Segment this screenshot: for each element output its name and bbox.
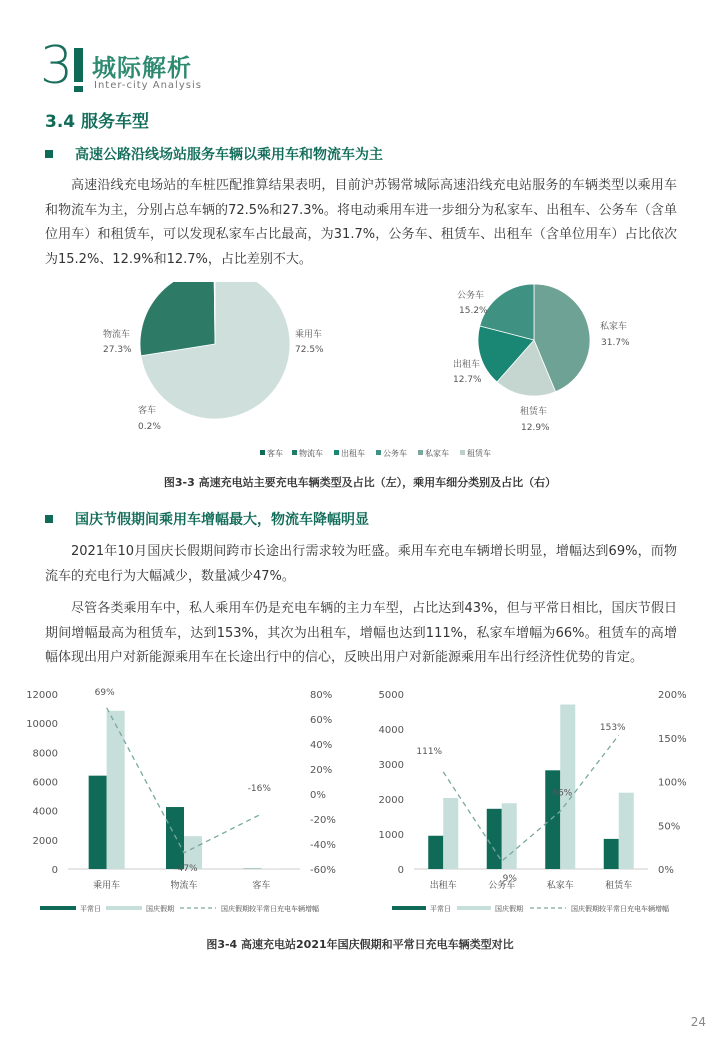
pie1-value-chengyong: 72.5%: [295, 345, 324, 355]
page-number: 24: [690, 1015, 706, 1029]
legend-chuzu: 出租车: [341, 449, 365, 458]
bar2-growth-label-3: 153%: [599, 723, 626, 734]
bar2-bar-holiday-3: [619, 793, 634, 869]
bar1-ytick-6: 0: [51, 865, 58, 876]
bar2-y2tick-3: 50%: [658, 821, 681, 833]
section-title: 3.4 服务车型: [45, 112, 150, 132]
bar2-xtick-1: 公务车: [488, 881, 516, 891]
bar1-xtick-0: 乘用车: [93, 881, 121, 891]
bar2-legend-swatch-holiday: [457, 906, 491, 910]
bar2-ytick-4: 1000: [378, 830, 404, 841]
bullet-heading-2-text: 国庆节假期间乘用车增幅最大，物流车降幅明显: [75, 512, 369, 528]
bar2-ytick-5: 0: [397, 865, 404, 876]
bar2-bar-normal-1: [487, 809, 502, 869]
chapter-number: 3: [40, 36, 74, 96]
bar1-bar-normal-1: [166, 807, 184, 869]
pie-legend: [260, 448, 491, 458]
bar2-y2tick-1: 150%: [658, 733, 687, 745]
pie2-label-chuzu: 出租车: [453, 360, 481, 370]
legend-swatch-keche: [260, 450, 265, 455]
bar2-bar-holiday-0: [443, 798, 458, 869]
bar1-ytick-1: 10000: [26, 719, 58, 731]
bar2-xtick-2: 私家车: [546, 881, 574, 891]
bar-charts: [0, 680, 720, 930]
pie1-value-wuliu: 27.3%: [103, 345, 132, 355]
legend-keche: 客车: [267, 449, 283, 458]
paragraph-1: 高速沿线充电场站的车桩匹配推算结果表明，目前沪苏锡常城际高速沿线充电站服务的车辆类型以乘用车和物流车为主，分别占总车辆的72.5%和27.3%。将电动乘用车进一步细分为私家车、出租车、公务车（含单位用车）和租赁车，可以发现私家车占比最高，为31.7%，公务车、租赁车、出租车（含单位用车）占比依次为15.2%、12.9%和12.7%，占比差别不大。: [45, 178, 677, 267]
bar1-legend-swatch-normal: [40, 906, 76, 910]
bar2-legend: [392, 904, 669, 913]
chapter-bar-icon: [74, 48, 83, 82]
bar2-legend-holiday: 国庆假期: [495, 905, 523, 913]
legend-swatch-sijia: [418, 450, 423, 455]
square-bullet-icon: [45, 150, 53, 158]
figure-caption-3-3: 图3-3 高速充电站主要充电车辆类型及占比（左），乘用车细分类别及占比（右）: [163, 476, 557, 489]
bar1-legend-line: 国庆假期较平常日充电车辆增幅: [221, 905, 319, 913]
chapter-subtitle: Inter-city Analysis: [94, 80, 202, 91]
chapter-title: 城际解析: [92, 54, 192, 82]
bar1-growth-label-1: -47%: [174, 863, 198, 874]
pie2-value-zulin: 12.9%: [521, 423, 550, 433]
pie2-value-sijia: 31.7%: [601, 338, 630, 348]
bar2-bar-normal-2: [545, 770, 560, 869]
legend-zulin: 租赁车: [467, 449, 491, 458]
bar1-ytick-2: 8000: [32, 748, 58, 760]
bar1-y2tick-3: 20%: [310, 765, 333, 776]
pie1-label-wuliu: 物流车: [103, 330, 131, 340]
bar1-y2tick-6: -40%: [310, 840, 336, 851]
bar2-ytick-1: 4000: [378, 725, 404, 736]
bar1-xtick-1: 物流车: [170, 881, 198, 891]
bar1-growth-label-0: 69%: [94, 687, 115, 698]
paragraph-3: 尽管各类乘用车中，私人乘用车仍是充电车辆的主力车型，占比达到43%，但与平常日相比，国庆节假日期间增幅最高为租赁车，达到153%，其次为出租车，增幅也达到111%，私家车增幅为66%。租赁车的高增幅体现出用户对新能源乘用车在长途出行中的信心，反映出用户对新能源乘用车出行经济性优势的肯定。: [45, 601, 677, 665]
legend-sijia: 私家车: [425, 449, 449, 458]
pie1-label-chengyong: 乘用车: [295, 330, 323, 340]
square-bullet-icon: [45, 515, 53, 523]
bar2-legend-line: 国庆假期较平常日充电车辆增幅: [571, 905, 669, 913]
bar2-bar-holiday-2: [560, 705, 575, 870]
pie1-slice-1: [140, 282, 215, 356]
bar1-legend-swatch-holiday: [106, 906, 142, 910]
bar2-growth-label-1: 9%: [502, 874, 517, 885]
bar1-y2tick-2: 40%: [310, 740, 333, 751]
bar2-bar-normal-0: [428, 836, 443, 869]
bar1-bar-normal-0: [89, 776, 107, 869]
bar1-ytick-3: 6000: [32, 777, 58, 789]
bullet-heading-1: [45, 144, 383, 164]
legend-wuliu: 物流车: [299, 449, 323, 458]
bullet-heading-1-text: 高速公路沿线场站服务车辆以乘用车和物流车为主: [75, 147, 383, 163]
legend-swatch-gongwu: [376, 450, 381, 455]
legend-swatch-chuzu: [334, 450, 339, 455]
bar1-xtick-2: 客车: [252, 881, 271, 891]
bar2-growth-label-2: 66%: [552, 788, 573, 799]
pie2-label-zulin: 租赁车: [520, 407, 548, 417]
bar1-legend-holiday: 国庆假期: [146, 905, 174, 913]
pie1-label-keche: 客车: [138, 406, 157, 416]
figure-caption-3-4: 图3-4 高速充电站2021年国庆假期和平常日充电车辆类型对比: [206, 938, 514, 951]
bar2-y2tick-4: 0%: [658, 865, 674, 876]
pie2-label-gongwu: 公务车: [457, 291, 485, 301]
legend-gongwu: 公务车: [383, 449, 407, 458]
legend-swatch-wuliu: [292, 450, 297, 455]
bar2-y2tick-2: 100%: [658, 777, 687, 789]
bar1-y2tick-0: 80%: [310, 690, 333, 701]
bar1-y2tick-4: 0%: [310, 790, 326, 801]
bar1-ytick-0: 12000: [26, 690, 58, 701]
bar2-ytick-3: 2000: [378, 795, 404, 806]
pie2-value-gongwu: 15.2%: [459, 306, 488, 316]
bar1-legend: [40, 904, 319, 913]
pie-charts: [0, 282, 720, 482]
bar2-legend-normal: 平常日: [430, 905, 451, 913]
bar1-legend-normal: 平常日: [80, 905, 101, 913]
pie2-value-chuzu: 12.7%: [453, 375, 482, 385]
pie1-value-keche: 0.2%: [138, 422, 161, 432]
bar1-y2tick-1: 60%: [310, 715, 333, 726]
pie2-label-sijia: 私家车: [600, 322, 628, 332]
bar2-bar-normal-3: [604, 839, 619, 869]
bar1-bar-holiday-0: [107, 711, 125, 869]
bar1-ytick-5: 2000: [32, 835, 58, 847]
bullet-heading-2: [45, 509, 369, 529]
bar1-y2tick-5: -20%: [310, 815, 336, 826]
bar2-legend-swatch-normal: [392, 906, 426, 910]
bar2-growth-line: [443, 735, 619, 861]
bar2-ytick-2: 3000: [378, 760, 404, 771]
bar1-growth-label-2: -16%: [247, 784, 271, 794]
bar2-growth-label-0: 111%: [416, 746, 443, 757]
paragraph-2: 2021年10月国庆长假期间跨市长途出行需求较为旺盛。乘用车充电车辆增长明显，增幅达到69%，而物流车的充电行为大幅减少，数量减少47%。: [45, 544, 677, 584]
bar2-ytick-0: 5000: [378, 690, 404, 701]
bar2-y2tick-0: 200%: [658, 690, 687, 701]
bar1-ytick-4: 4000: [32, 806, 58, 818]
bar2-xtick-3: 租赁车: [605, 881, 633, 891]
chapter-bar-dot-icon: [74, 86, 83, 92]
bar1-y2tick-7: -60%: [310, 865, 336, 876]
legend-swatch-zulin: [460, 450, 465, 455]
bar2-xtick-0: 出租车: [429, 881, 457, 891]
